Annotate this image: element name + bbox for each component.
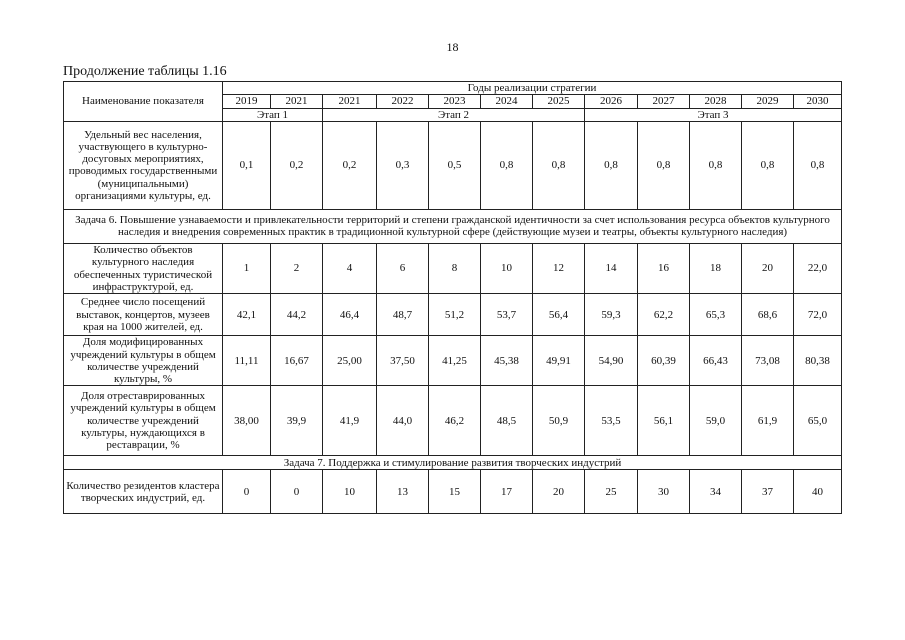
indicator-value: 17: [481, 470, 533, 514]
indicator-value: 66,43: [690, 336, 742, 386]
header-year: 2029: [742, 95, 794, 108]
indicator-name: Количество объектов культурного наследия обеспеченных туристической инфраструктурой, ед.: [64, 243, 223, 293]
indicator-value: 59,0: [690, 386, 742, 456]
indicator-value: 53,7: [481, 294, 533, 336]
indicator-value: 18: [690, 243, 742, 293]
indicator-value: 62,2: [638, 294, 690, 336]
task-title: Задача 6. Повышение узнаваемости и привлекательности территорий и степени гражданской идентичности за счет использования ресурса объектов культурного наследия и внедрения современных практик в традиционной культурной сфере (действующие музеи и театры, объекты культурного наследия): [64, 209, 842, 243]
indicator-value: 45,38: [481, 336, 533, 386]
indicator-value: 68,6: [742, 294, 794, 336]
header-name-column: Наименование показателя: [64, 82, 223, 122]
indicator-value: 46,2: [429, 386, 481, 456]
indicator-name: Среднее число посещений выставок, концертов, музеев края на 1000 жителей, ед.: [64, 294, 223, 336]
indicator-name: Количество резидентов кластера творческих индустрий, ед.: [64, 470, 223, 514]
indicator-value: 65,0: [794, 386, 842, 456]
task-row: [64, 209, 842, 243]
header-year: 2025: [533, 95, 585, 108]
header-year: 2022: [377, 95, 429, 108]
indicator-name: Доля отреставрированных учреждений культуры в общем количестве учреждений культуры, нуждающихся в реставрации, %: [64, 386, 223, 456]
indicator-value: 42,1: [223, 294, 271, 336]
indicator-value: 0,5: [429, 121, 481, 209]
indicator-value: 44,2: [271, 294, 323, 336]
header-year: 2024: [481, 95, 533, 108]
indicator-value: 41,25: [429, 336, 481, 386]
indicator-value: 60,39: [638, 336, 690, 386]
indicator-value: 0,8: [533, 121, 585, 209]
indicator-value: 39,9: [271, 386, 323, 456]
indicator-value: 13: [377, 470, 429, 514]
indicator-value: 0,2: [323, 121, 377, 209]
indicator-value: 54,90: [585, 336, 638, 386]
indicator-value: 2: [271, 243, 323, 293]
task-row: [64, 456, 842, 470]
indicator-value: 4: [323, 243, 377, 293]
indicator-value: 72,0: [794, 294, 842, 336]
indicator-value: 15: [429, 470, 481, 514]
task-title: Задача 7. Поддержка и стимулирование развития творческих индустрий: [64, 456, 842, 470]
indicator-value: 41,9: [323, 386, 377, 456]
indicator-value: 0,8: [742, 121, 794, 209]
table-row: [64, 470, 842, 514]
page-number: 18: [446, 40, 459, 54]
indicator-value: 14: [585, 243, 638, 293]
indicator-value: 48,7: [377, 294, 429, 336]
table-row: [64, 121, 842, 209]
indicator-value: 10: [481, 243, 533, 293]
indicator-value: 65,3: [690, 294, 742, 336]
indicator-value: 0,8: [794, 121, 842, 209]
indicator-value: 0: [223, 470, 271, 514]
indicator-value: 20: [742, 243, 794, 293]
indicator-value: 37,50: [377, 336, 429, 386]
indicator-value: 46,4: [323, 294, 377, 336]
header-stage-2: Этап 2: [323, 108, 585, 121]
header-year: 2028: [690, 95, 742, 108]
indicator-value: 40: [794, 470, 842, 514]
indicator-value: 0,8: [690, 121, 742, 209]
header-year: 2023: [429, 95, 481, 108]
indicator-value: 0: [271, 470, 323, 514]
table-row: [64, 336, 842, 386]
indicator-value: 37: [742, 470, 794, 514]
indicator-value: 25: [585, 470, 638, 514]
indicator-value: 0,8: [638, 121, 690, 209]
indicator-value: 51,2: [429, 294, 481, 336]
header-year: 2030: [794, 95, 842, 108]
indicator-value: 0,1: [223, 121, 271, 209]
indicator-value: 20: [533, 470, 585, 514]
header-year: 2021: [271, 95, 323, 108]
indicator-value: 0,8: [481, 121, 533, 209]
indicator-value: 53,5: [585, 386, 638, 456]
indicator-value: 38,00: [223, 386, 271, 456]
table-caption: Продолжение таблицы 1.16: [63, 64, 227, 79]
indicators-table: [63, 81, 842, 514]
indicator-value: 0,2: [271, 121, 323, 209]
table-row: [64, 243, 842, 293]
indicator-value: 48,5: [481, 386, 533, 456]
header-year: 2019: [223, 95, 271, 108]
indicator-value: 34: [690, 470, 742, 514]
indicator-name: Доля модифицированных учреждений культуры в общем количестве учреждений культуры, %: [64, 336, 223, 386]
indicator-value: 16: [638, 243, 690, 293]
indicator-value: 49,91: [533, 336, 585, 386]
indicator-value: 25,00: [323, 336, 377, 386]
header-year: 2026: [585, 95, 638, 108]
header-year: 2027: [638, 95, 690, 108]
header-year: 2021: [323, 95, 377, 108]
indicator-value: 6: [377, 243, 429, 293]
indicator-value: 12: [533, 243, 585, 293]
indicator-value: 59,3: [585, 294, 638, 336]
header-years-title: Годы реализации стратегии: [223, 82, 842, 95]
indicator-value: 73,08: [742, 336, 794, 386]
indicator-value: 61,9: [742, 386, 794, 456]
indicator-value: 16,67: [271, 336, 323, 386]
indicator-value: 80,38: [794, 336, 842, 386]
indicator-value: 1: [223, 243, 271, 293]
header-stage-1: Этап 1: [223, 108, 323, 121]
indicator-value: 50,9: [533, 386, 585, 456]
indicator-value: 56,4: [533, 294, 585, 336]
indicator-value: 8: [429, 243, 481, 293]
indicator-value: 11,11: [223, 336, 271, 386]
indicator-value: 0,3: [377, 121, 429, 209]
indicator-value: 0,8: [585, 121, 638, 209]
indicator-value: 22,0: [794, 243, 842, 293]
indicator-name: Удельный вес населения, участвующего в культурно-досуговых мероприятиях, проводимых государственными (муниципальными) организациями культуры, ед.: [64, 121, 223, 209]
indicator-value: 44,0: [377, 386, 429, 456]
table-row: [64, 294, 842, 336]
indicator-value: 56,1: [638, 386, 690, 456]
indicator-value: 10: [323, 470, 377, 514]
table-row: [64, 386, 842, 456]
indicator-value: 30: [638, 470, 690, 514]
header-stage-3: Этап 3: [585, 108, 842, 121]
